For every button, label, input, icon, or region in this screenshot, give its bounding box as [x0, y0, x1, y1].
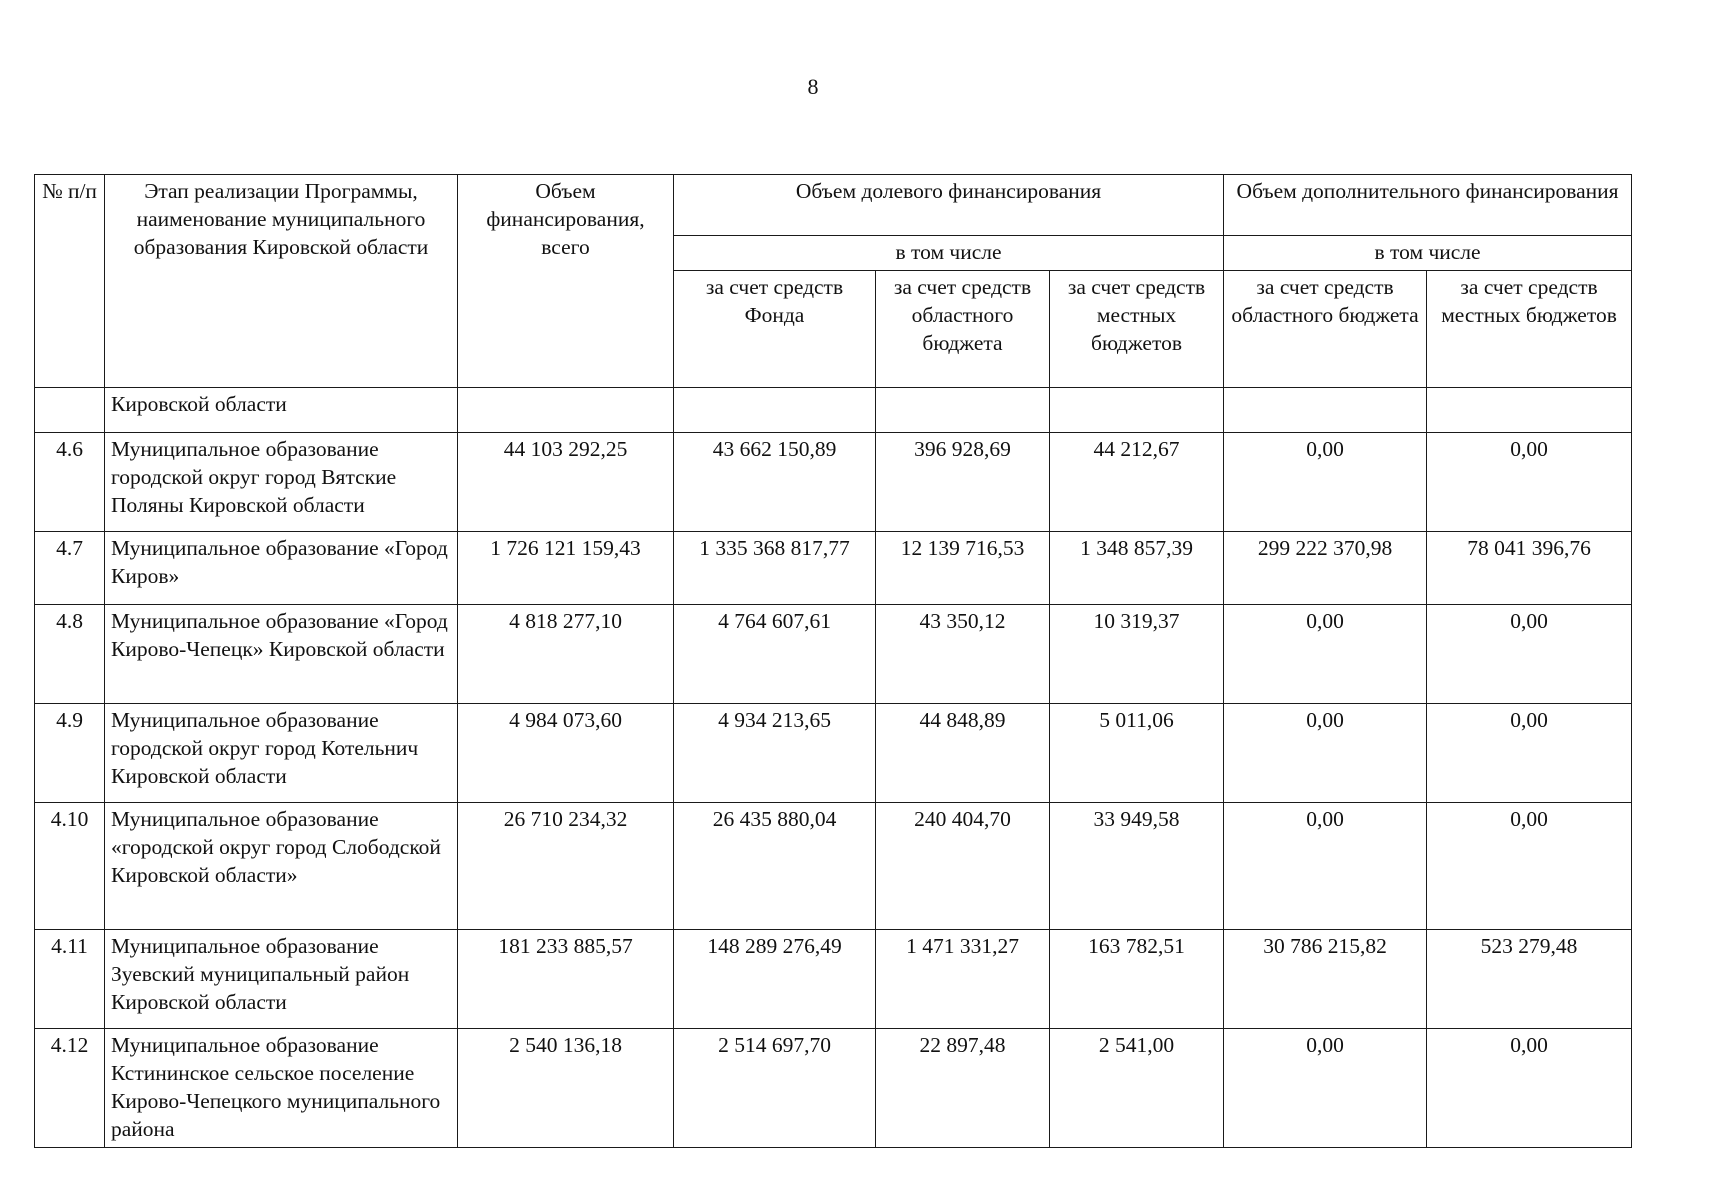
header-fund: за счет средств Фонда — [674, 271, 876, 388]
cell-fund: 1 335 368 817,77 — [674, 532, 876, 605]
cell-local: 10 319,37 — [1050, 605, 1224, 704]
table-row — [35, 532, 1632, 605]
cell-regional: 43 350,12 — [876, 605, 1050, 704]
cell-add-regional: 299 222 370,98 — [1224, 532, 1427, 605]
cell-add-regional: 0,00 — [1224, 803, 1427, 930]
cell-fund: 4 934 213,65 — [674, 704, 876, 803]
cell-total: 181 233 885,57 — [458, 930, 674, 1029]
cell-add-regional: 0,00 — [1224, 1029, 1427, 1148]
cell-num: 4.8 — [35, 605, 105, 704]
cell-num — [35, 388, 105, 433]
cell-local: 5 011,06 — [1050, 704, 1224, 803]
cell-total: 1 726 121 159,43 — [458, 532, 674, 605]
header-local: за счет средств местных бюджетов — [1050, 271, 1224, 388]
cell-name: Муниципальное образование Зуевский муниципальный район Кировской области — [105, 930, 458, 1029]
continuation-row — [35, 388, 1632, 433]
cell-local: 44 212,67 — [1050, 433, 1224, 532]
cell-total — [458, 388, 674, 433]
cell-name: Муниципальное образование городской округ город Котельнич Кировской области — [105, 704, 458, 803]
cell-add-local: 523 279,48 — [1427, 930, 1632, 1029]
header-stage: Этап реализации Программы, наименование муниципального образования Кировской области — [105, 175, 458, 388]
page-number: 8 — [807, 74, 819, 99]
header-shared: Объем долевого финансирования — [674, 175, 1224, 236]
cell-fund: 4 764 607,61 — [674, 605, 876, 704]
cell-local: 33 949,58 — [1050, 803, 1224, 930]
cell-name: Муниципальное образование «городской округ город Слободской Кировской области» — [105, 803, 458, 930]
cell-fund: 148 289 276,49 — [674, 930, 876, 1029]
cell-fund: 43 662 150,89 — [674, 433, 876, 532]
cell-fund: 2 514 697,70 — [674, 1029, 876, 1148]
header-incl-additional: в том числе — [1224, 236, 1632, 271]
table-row — [35, 1029, 1632, 1148]
header-incl-shared: в том числе — [674, 236, 1224, 271]
cell-total: 4 984 073,60 — [458, 704, 674, 803]
cell-num: 4.7 — [35, 532, 105, 605]
table-row — [35, 930, 1632, 1029]
cell-num: 4.12 — [35, 1029, 105, 1148]
header-num: № п/п — [35, 175, 105, 388]
cell-add-local: 0,00 — [1427, 433, 1632, 532]
cell-fund: 26 435 880,04 — [674, 803, 876, 930]
header-add-local: за счет средств местных бюджетов — [1427, 271, 1632, 388]
cell-add-local: 78 041 396,76 — [1427, 532, 1632, 605]
cell-total: 44 103 292,25 — [458, 433, 674, 532]
table-row — [35, 433, 1632, 532]
cell-local: 1 348 857,39 — [1050, 532, 1224, 605]
cell-num: 4.10 — [35, 803, 105, 930]
cell-add-regional: 0,00 — [1224, 704, 1427, 803]
cell-add-local: 0,00 — [1427, 1029, 1632, 1148]
header-add-regional: за счет средств областного бюджета — [1224, 271, 1427, 388]
cell-num: 4.6 — [35, 433, 105, 532]
cell-regional — [876, 388, 1050, 433]
cell-num: 4.9 — [35, 704, 105, 803]
cell-regional: 396 928,69 — [876, 433, 1050, 532]
cell-add-local: 0,00 — [1427, 803, 1632, 930]
table-row — [35, 605, 1632, 704]
cell-regional: 12 139 716,53 — [876, 532, 1050, 605]
cell-regional: 44 848,89 — [876, 704, 1050, 803]
cell-add-local: 0,00 — [1427, 704, 1632, 803]
cell-total: 4 818 277,10 — [458, 605, 674, 704]
cell-name: Кировской области — [105, 388, 458, 433]
cell-num: 4.11 — [35, 930, 105, 1029]
cell-local: 2 541,00 — [1050, 1029, 1224, 1148]
cell-total: 26 710 234,32 — [458, 803, 674, 930]
table-row — [35, 803, 1632, 930]
header-regional: за счет средств областного бюджета — [876, 271, 1050, 388]
cell-name: Муниципальное образование «Город Киров» — [105, 532, 458, 605]
cell-regional: 1 471 331,27 — [876, 930, 1050, 1029]
cell-add-regional: 0,00 — [1224, 605, 1427, 704]
cell-add-regional: 30 786 215,82 — [1224, 930, 1427, 1029]
header-total: Объем финансирования, всего — [458, 175, 674, 388]
cell-add-regional — [1224, 388, 1427, 433]
cell-name: Муниципальное образование Кстининское сельское поселение Кирово-Чепецкого муниципального района — [105, 1029, 458, 1148]
table-row — [35, 704, 1632, 803]
cell-regional: 240 404,70 — [876, 803, 1050, 930]
header-additional: Объем дополнительного финансирования — [1224, 175, 1632, 236]
cell-add-local: 0,00 — [1427, 605, 1632, 704]
cell-fund — [674, 388, 876, 433]
cell-name: Муниципальное образование «Город Кирово-Чепецк» Кировской области — [105, 605, 458, 704]
cell-regional: 22 897,48 — [876, 1029, 1050, 1148]
cell-add-local — [1427, 388, 1632, 433]
cell-name: Муниципальное образование городской округ город Вятские Поляны Кировской области — [105, 433, 458, 532]
financing-table — [34, 174, 1632, 1148]
cell-total: 2 540 136,18 — [458, 1029, 674, 1148]
cell-local: 163 782,51 — [1050, 930, 1224, 1029]
cell-add-regional: 0,00 — [1224, 433, 1427, 532]
cell-local — [1050, 388, 1224, 433]
